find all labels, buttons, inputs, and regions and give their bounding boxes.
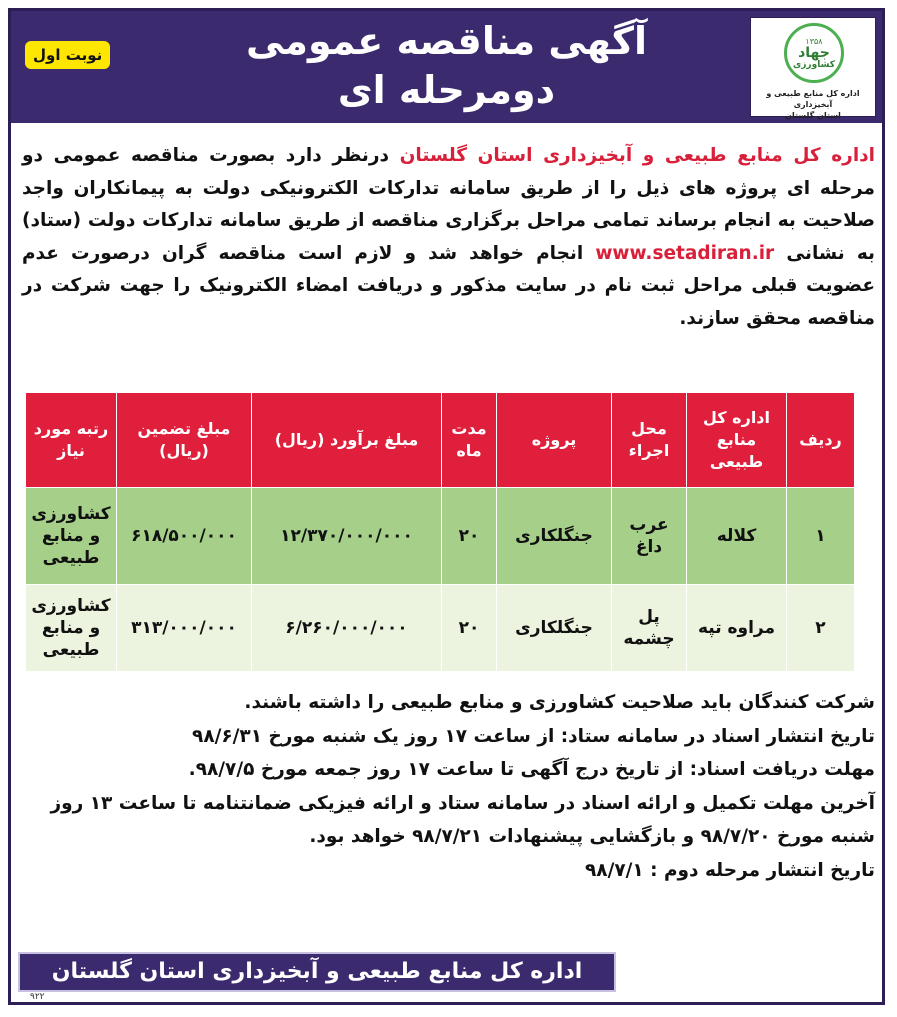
detail-line-submit-deadline: آخرین مهلت تکمیل و ارائه اسناد در سامانه ستاد و ارائه فیزیکی ضمانتنامه تا ساعت ۱۳ روز شنبه مورخ ۹۸/۷/۲۰ و بازگشایی پیشنهادات ۹۸/۷/۲۱ خواهد بود.: [50, 792, 875, 847]
jahad-logo-icon: [784, 23, 844, 83]
logo-box: [750, 17, 876, 120]
org-name-highlight: اداره کل منابع طبیعی و آبخیزداری استان گلستان: [399, 145, 875, 166]
notice-title: [161, 17, 732, 115]
table-row: [26, 585, 855, 672]
cell-duration: ۲۰: [442, 488, 497, 585]
table-row: [26, 488, 855, 585]
table-header-row: [26, 393, 855, 488]
cell-project: جنگلکاری: [497, 585, 612, 672]
intro-paragraph: [22, 140, 875, 335]
setad-url-link[interactable]: www.setadiran.ir: [595, 242, 775, 264]
header-banner: [11, 11, 882, 123]
cell-row-number: ۱: [787, 488, 855, 585]
cell-guarantee: ۳۱۳/۰۰۰/۰۰۰: [117, 585, 252, 672]
logo-org-line-2: استان گلستان: [785, 111, 841, 120]
col-header-row-number: ردیف: [787, 393, 855, 488]
cell-project: جنگلکاری: [497, 488, 612, 585]
cell-location: عرب داغ: [612, 488, 687, 585]
col-header-guarantee: مبلغ تضمین (ریال): [117, 393, 252, 488]
title-line-1: آگهی مناقصه عمومی: [245, 19, 648, 63]
detail-line-receive-deadline: مهلت دریافت اسناد: از تاریخ درج آگهی تا ساعت ۱۷ روز جمعه مورخ ۹۸/۷/۵.: [188, 759, 875, 780]
col-header-estimate: مبلغ برآورد (ریال): [252, 393, 442, 488]
cell-estimate: ۶/۲۶۰/۰۰۰/۰۰۰: [252, 585, 442, 672]
col-header-project: پروژه: [497, 393, 612, 488]
logo-sub: کشاورزی: [793, 59, 835, 70]
cell-estimate: ۱۲/۳۷۰/۰۰۰/۰۰۰: [252, 488, 442, 585]
cell-row-number: ۲: [787, 585, 855, 672]
cell-duration: ۲۰: [442, 585, 497, 672]
cell-office: مراوه تپه: [687, 585, 787, 672]
logo-name: جهاد: [798, 44, 830, 61]
cell-grade: کشاورزی و منابع طبیعی: [26, 488, 117, 585]
logo-org-line-1: اداره کل منابع طبیعی و آبخیزداری: [766, 89, 860, 109]
logo-org-text: [755, 88, 871, 121]
projects-table: [25, 392, 855, 672]
footer-banner: اداره کل منابع طبیعی و آبخیزداری استان گلستان: [18, 952, 616, 992]
intro-text-1: درنظر دارد بصورت مناقصه عمومی دو مرحله ای پروژه های ذیل را از طریق سامانه تدارکات الکترونیکی دولت به پیمانکاران واجد صلاحیت به انجام برساند تمامی مراحل برگزاری مناقصه از طریق سامانه تدارکات دولت (ستاد) به نشانی: [22, 145, 875, 264]
cell-location: پل چشمه: [612, 585, 687, 672]
logo-year: ۱۳۵۸: [805, 36, 823, 46]
cell-grade: کشاورزی و منابع طبیعی: [26, 585, 117, 672]
detail-line-publish-date: تاریخ انتشار اسناد در سامانه ستاد: از ساعت ۱۷ روز یک شنبه مورخ ۹۸/۶/۳۱: [192, 725, 875, 747]
title-line-2: دومرحله ای: [337, 68, 556, 112]
col-header-office: اداره کل منابع طبیعی: [687, 393, 787, 488]
round-badge: نوبت اول: [25, 41, 110, 69]
detail-line-second-round: تاریخ انتشار مرحله دوم : ۹۸/۷/۱: [585, 859, 875, 881]
col-header-location: محل اجراء: [612, 393, 687, 488]
cell-guarantee: ۶۱۸/۵۰۰/۰۰۰: [117, 488, 252, 585]
col-header-duration: مدت ماه: [442, 393, 497, 488]
cell-office: کلاله: [687, 488, 787, 585]
col-header-grade: رتبه مورد نیاز: [26, 393, 117, 488]
ad-code: ۹۲۲: [30, 992, 45, 1002]
detail-line-eligibility: شرکت کنندگان باید صلاحیت کشاورزی و منابع طبیعی را داشته باشند.: [244, 692, 875, 713]
intro-text-2: انجام خواهد شد و لازم است مناقصه گران درصورت عدم عضویت قبلی مراحل ثبت نام در سایت مذکور و دریافت امضاء الکترونیک را جهت شرکت در مناقصه محقق سازند.: [22, 242, 875, 329]
details-section: [22, 686, 875, 887]
